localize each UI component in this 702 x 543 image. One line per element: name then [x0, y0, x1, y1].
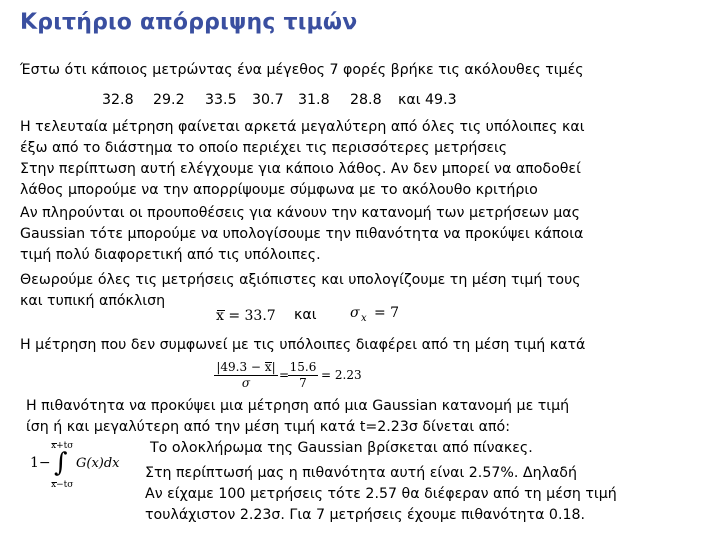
sigma-value: = 7 — [374, 305, 400, 321]
intro-paragraph: Έστω ότι κάποιος μετρώντας ένα μέγεθος 7 φορές βρήκε τις ακόλουθες τιμές — [20, 62, 584, 78]
mean-overline — [217, 310, 225, 311]
paragraph-gaussian-line-1: Αν πληρούνται οι προυποθέσεις για κάνουν την κατανομή των μετρήσεων μας — [20, 205, 580, 221]
deviation-fraction-2 — [288, 360, 318, 391]
deviation-denominator-value: 7 — [299, 376, 307, 390]
deviation-numerator-value: 15.6 — [289, 360, 317, 374]
paragraph-conclusion-line-2: Αν είχαμε 100 μετρήσεις τότε 2.57 θα διέφεραν από τη μέση τιμή — [145, 486, 617, 502]
paragraph-error-check-line-1: Στην περίπτωση αυτή ελέγχουμε για κάποιο λάθος. Αν δεν μπορεί να αποδοθεί — [20, 161, 581, 177]
integral-prefix: 1− — [30, 455, 51, 471]
measurement-values — [102, 90, 457, 111]
integral-lower-limit: x−tσ — [51, 480, 74, 490]
paragraph-conclusion-line-3: τουλάχιστον 2.23σ. Για 7 μετρήσεις έχουμε πιθανότητα 0.18. — [145, 507, 586, 523]
paragraph-gaussian-line-2: Gaussian τότε μπορούμε να υπολογίσουμε την πιθανότητα να προκύψει κάποια — [20, 226, 584, 242]
mean-formula: x = 33.7 — [216, 308, 276, 324]
page-title: Κριτήριο απόρριψης τιμών — [20, 10, 358, 35]
paragraph-table-note: Το ολοκλήρωμα της Gaussian βρίσκεται από πίνακες. — [150, 440, 533, 456]
paragraph-mean-line-2: και τυπική απόκλιση — [20, 293, 166, 309]
value-6: 28.8 — [350, 92, 382, 108]
paragraph-probability — [26, 396, 569, 438]
value-2: 29.2 — [153, 92, 185, 108]
integral-lower-overline — [52, 482, 57, 483]
paragraph-conclusion-line-1: Στη περίπτωσή μας η πιθανότητα αυτή είναι 2.57%. Δηλαδή — [145, 465, 577, 481]
sigma-subscript: x — [361, 313, 367, 324]
deviation-denominator: σ — [241, 376, 251, 390]
deviation-fraction-1 — [214, 360, 278, 391]
paragraph-gaussian — [20, 203, 583, 266]
integral-body: G(x)dx — [76, 456, 120, 471]
paragraph-conclusion — [145, 463, 617, 526]
paragraph-observation-line-1: Η τελευταία μέτρηση φαίνεται αρκετά μεγαλύτερη από όλες τις υπόλοιπες και — [20, 119, 585, 135]
equals-sign-1: = — [279, 368, 290, 382]
value-5: 31.8 — [298, 92, 330, 108]
paragraph-error-check — [20, 159, 581, 201]
value-1: 32.8 — [102, 92, 134, 108]
paragraph-observation-line-2: έξω από το διάστημα το οποίο περιέχει τις περισσότερες μετρήσεις — [20, 140, 508, 156]
deviation-result: = 2.23 — [321, 368, 362, 382]
paragraph-deviation: Η μέτρηση που δεν συμφωνεί με τις υπόλοιπες διαφέρει από τη μέση τιμή κατά — [20, 337, 586, 353]
deviation-overline — [265, 362, 272, 363]
integral-upper-limit: x+tσ — [51, 441, 74, 451]
value-last: και 49.3 — [398, 92, 457, 108]
paragraph-gaussian-line-3: τιμή πολύ διαφορετική από τις υπόλοιπες. — [20, 247, 321, 263]
paragraph-mean-line-1: Θεωρούμε όλες τις μετρήσεις αξιόπιστες και υπολογίζουμε τη μέση τιμή τους — [20, 272, 581, 288]
value-3: 33.5 — [205, 92, 237, 108]
integral-upper-overline — [52, 443, 57, 444]
paragraph-error-check-line-2: λάθος μπορούμε να την απορρίψουμε σύμφωνα με το ακόλουθο κριτήριο — [20, 182, 538, 198]
sigma-symbol: σ — [350, 305, 360, 321]
integral-sign: ∫ — [54, 448, 68, 478]
mean-and-label: και — [294, 307, 317, 323]
value-4: 30.7 — [252, 92, 284, 108]
paragraph-probability-line-1: Η πιθανότητα να προκύψει μια μέτρηση από μια Gaussian κατανομή με τιμή — [26, 398, 570, 414]
paragraph-probability-line-2: ίση ή και μεγαλύτερη από την μέση τιμή κατά t=2.23σ δίνεται από: — [26, 419, 510, 435]
paragraph-observation — [20, 117, 585, 159]
deviation-numerator: |49.3 − x| — [214, 360, 278, 376]
